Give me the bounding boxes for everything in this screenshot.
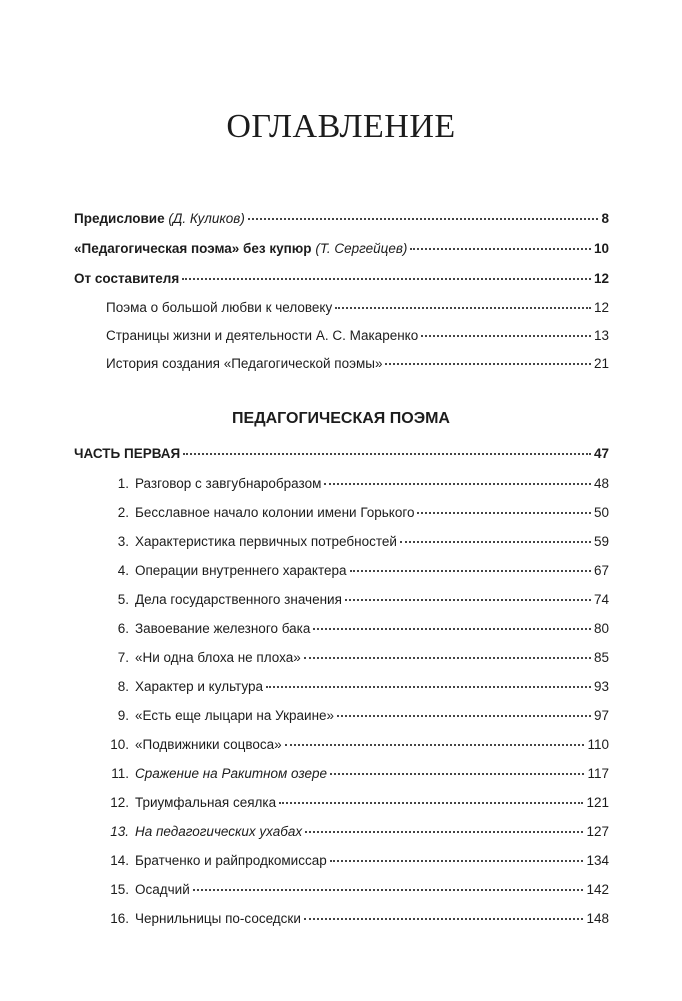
toc-chapter[interactable] xyxy=(100,824,609,839)
toc-chapter[interactable] xyxy=(100,853,609,868)
dot-leader xyxy=(330,773,584,775)
page-number: 47 xyxy=(593,446,609,461)
dot-leader xyxy=(324,483,591,485)
page-number: 117 xyxy=(587,766,609,781)
page-number: 93 xyxy=(593,679,609,694)
page-number: 21 xyxy=(593,356,609,371)
page-number: 121 xyxy=(586,795,609,810)
dot-leader xyxy=(279,802,583,804)
entry-title: Характеристика первичных потребностей xyxy=(135,534,397,549)
entry-title: ЧАСТЬ ПЕРВАЯ xyxy=(74,446,181,461)
entry-title: «Педагогическая поэма» без купюр xyxy=(74,241,312,256)
chapter-number: 4. xyxy=(117,563,129,578)
toc-subentry[interactable] xyxy=(106,300,609,315)
page-number: 13 xyxy=(593,328,609,343)
chapter-number: 15. xyxy=(110,882,129,897)
chapter-number: 8. xyxy=(117,679,129,694)
entry-title: Страницы жизни и деятельности А. С. Макаренко xyxy=(106,328,419,343)
dot-leader xyxy=(304,918,584,920)
page-number: 148 xyxy=(586,911,609,926)
chapter-number: 7. xyxy=(117,650,129,665)
toc-subentry[interactable] xyxy=(106,356,609,371)
toc-entry-preface[interactable] xyxy=(74,211,609,226)
dot-leader xyxy=(400,541,591,543)
chapter-number: 5. xyxy=(117,592,129,607)
entry-title: Братченко и райпродкомиссар xyxy=(135,853,327,868)
entry-title: Характер и культура xyxy=(135,679,263,694)
page-number: 10 xyxy=(593,241,609,256)
page-title: ОГЛАВЛЕНИЕ xyxy=(226,108,456,145)
section-title: ПЕДАГОГИЧЕСКАЯ ПОЭМА xyxy=(232,410,450,427)
page-number: 134 xyxy=(586,853,609,868)
page-number: 110 xyxy=(587,737,609,752)
dot-leader xyxy=(350,570,591,572)
page-number: 67 xyxy=(593,563,609,578)
entry-title: Осадчий xyxy=(135,882,190,897)
page-number: 8 xyxy=(601,211,609,226)
toc-chapter[interactable] xyxy=(100,505,609,520)
page-number: 97 xyxy=(593,708,609,723)
chapter-number: 13. xyxy=(110,824,129,839)
toc-chapter[interactable] xyxy=(100,563,609,578)
page-number: 74 xyxy=(593,592,609,607)
entry-title: «Ни одна блоха не плоха» xyxy=(135,650,301,665)
entry-title: На педагогических ухабах xyxy=(135,824,303,839)
entry-title: «Есть еще лыцари на Украине» xyxy=(135,708,335,723)
toc-chapter[interactable] xyxy=(100,592,609,607)
page-number: 59 xyxy=(593,534,609,549)
dot-leader xyxy=(417,512,590,514)
toc-chapter[interactable] xyxy=(100,882,609,897)
page-number: 127 xyxy=(586,824,609,839)
chapter-number: 11. xyxy=(111,766,129,781)
entry-title: Поэма о большой любви к человеку xyxy=(106,300,333,315)
dot-leader xyxy=(313,628,591,630)
toc-chapter[interactable] xyxy=(100,534,609,549)
page-number: 12 xyxy=(593,300,609,315)
page-number: 80 xyxy=(593,621,609,636)
dot-leader xyxy=(305,831,583,833)
page-number: 48 xyxy=(593,476,609,491)
dot-leader xyxy=(421,335,591,337)
dot-leader xyxy=(337,715,591,717)
entry-title: Сражение на Ракитном озере xyxy=(135,766,328,781)
chapter-number: 1. xyxy=(117,476,129,491)
toc-chapter[interactable] xyxy=(100,795,609,810)
dot-leader xyxy=(330,860,584,862)
chapter-number: 6. xyxy=(117,621,129,636)
page-number: 85 xyxy=(593,650,609,665)
chapter-number: 12. xyxy=(110,795,129,810)
dot-leader xyxy=(182,278,591,280)
toc-chapter[interactable] xyxy=(100,911,609,926)
page-number: 12 xyxy=(593,271,609,286)
entry-title: Операции внутреннего характера xyxy=(135,563,347,578)
page-number: 142 xyxy=(586,882,609,897)
chapter-number: 3. xyxy=(117,534,129,549)
chapter-number: 2. xyxy=(117,505,129,520)
toc-chapter[interactable] xyxy=(100,476,609,491)
toc-chapter[interactable] xyxy=(100,679,609,694)
entry-title: Бесславное начало колонии имени Горького xyxy=(135,505,415,520)
entry-title: Триумфальная сеялка xyxy=(135,795,277,810)
toc-chapter[interactable] xyxy=(100,650,609,665)
toc-chapter[interactable] xyxy=(100,708,609,723)
entry-title: Разговор с завгубнаробразом xyxy=(135,476,322,491)
dot-leader xyxy=(266,686,591,688)
chapter-number: 14. xyxy=(110,853,129,868)
entry-title: От составителя xyxy=(74,271,180,286)
dot-leader xyxy=(410,248,591,250)
dot-leader xyxy=(345,599,591,601)
dot-leader xyxy=(385,363,591,365)
toc-subentry[interactable] xyxy=(106,328,609,343)
entry-title: Дела государственного значения xyxy=(135,592,342,607)
toc-chapter[interactable] xyxy=(100,737,609,752)
dot-leader xyxy=(193,889,584,891)
entry-title: Предисловие xyxy=(74,211,165,226)
toc-entry-no-cuts[interactable] xyxy=(74,241,609,256)
page-number: 50 xyxy=(593,505,609,520)
entry-title: «Подвижники соцвоса» xyxy=(135,737,282,752)
entry-title: Завоевание железного бака xyxy=(135,621,311,636)
entry-title: Чернильницы по-соседски xyxy=(135,911,301,926)
chapter-number: 10. xyxy=(110,737,129,752)
toc-entry-part-one[interactable] xyxy=(74,446,609,461)
chapter-number: 16. xyxy=(110,911,129,926)
dot-leader xyxy=(335,307,591,309)
dot-leader xyxy=(183,453,591,455)
toc-entry-compiler[interactable] xyxy=(74,271,609,286)
entry-title: История создания «Педагогической поэмы» xyxy=(106,356,383,371)
dot-leader xyxy=(304,657,591,659)
chapter-number: 9. xyxy=(117,708,129,723)
toc-chapter[interactable] xyxy=(100,621,609,636)
entry-author: (Д. Куликов) xyxy=(168,211,245,226)
dot-leader xyxy=(248,218,599,220)
toc-chapter[interactable] xyxy=(100,766,609,781)
dot-leader xyxy=(285,744,585,746)
entry-author: (Т. Сергейцев) xyxy=(315,241,408,256)
